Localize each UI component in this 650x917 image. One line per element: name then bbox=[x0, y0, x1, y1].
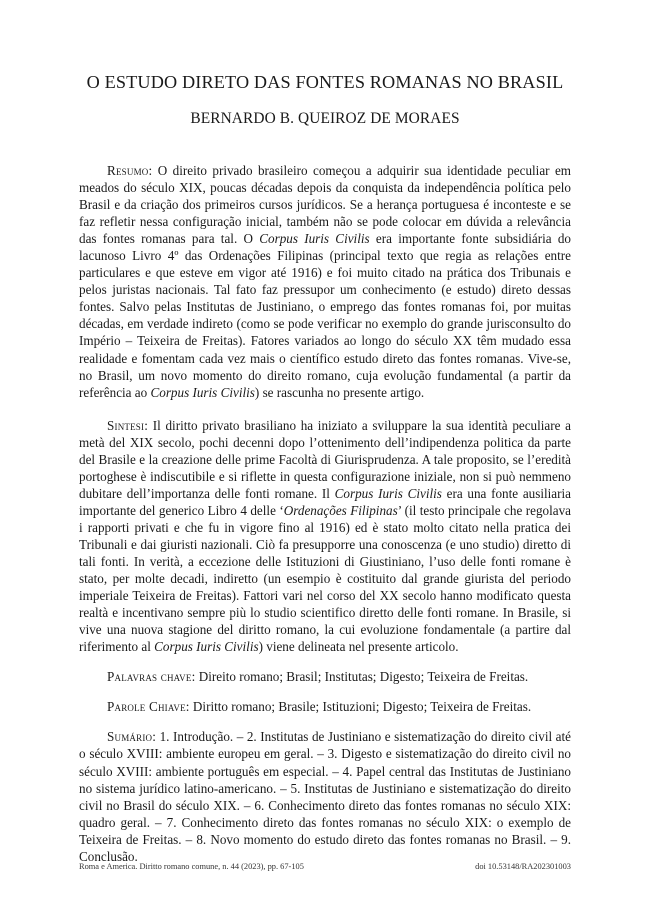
keywords-portuguese bbox=[79, 668, 571, 685]
abstract-portuguese-text-2: era importante fonte subsidiária do lacunoso Livro 4º das Ordenações Filipinas (principal texto que regia as relações entre particulares e que esteve em vigor até 1916) e foi muito citado na prática dos Tribunais e pelos juristas nacionais. Tal fato faz pressupor um conhecimento (e estudo) direto dessas fontes. Salvo pelas Institutas de Justiniano, o emprego das fontes romanas foi, por muitas décadas, em verdade indireto (como se pode verificar no exemplo do grande jurisconsulto do Império – Teixeira de Freitas). Fatores variados ao longo do século XX têm mudado essa realidade e fomentam cada vez mais o científico estudo direto das fontes romanas. Vive-se, no Brasil, um novo momento do direito romano, cuja evolução fundamental (a partir da referência ao bbox=[79, 231, 571, 400]
abstract-italian-italic-1: Corpus Iuris Civilis bbox=[334, 485, 442, 501]
spacer bbox=[79, 685, 571, 698]
keywords-portuguese-text: Direito romano; Brasil; Institutas; Digesto; Teixeira de Freitas. bbox=[195, 669, 529, 685]
abstract-portuguese-text-1: O direito privado brasileiro começou a adquirir sua identidade peculiar em meados do século XIX, poucas décadas depois da conquista da independência política pelo Brasil e da criação dos primeiros cursos jurídicos. Se a herança portuguesa é inconteste e se faz refletir nessa configuração inicial, também não se pode colocar em dúvida a relevância das fontes romanas para tal. O bbox=[79, 163, 571, 247]
keywords-italian bbox=[79, 698, 571, 715]
article-body bbox=[79, 162, 571, 865]
article-author: BERNARDO B. QUEIROZ DE MORAES bbox=[190, 110, 460, 127]
abstract-portuguese-text-3: ) se rascunha no presente artigo. bbox=[254, 384, 425, 400]
abstract-portuguese-label: Resumo: bbox=[107, 163, 153, 178]
abstract-italian-text-2: era una fonte ausiliaria importante del generico Libro 4 delle ‘ bbox=[79, 485, 571, 518]
abstract-italian-italic-2: Ordenações Filipinas bbox=[283, 502, 398, 518]
spacer bbox=[79, 655, 571, 668]
keywords-portuguese-label: Palavras chave: bbox=[107, 669, 196, 685]
abstract-portuguese-italic-2: Corpus Iuris Civilis bbox=[150, 384, 255, 400]
abstract-portuguese-italic-1: Corpus Iuris Civilis bbox=[259, 231, 370, 247]
spacer bbox=[79, 401, 571, 417]
table-of-contents-text: 1. Introdução. – 2. Institutas de Justiniano e sistematização do direito civil até o século XVIII: ambiente europeu em geral. – 3. Digesto e sistematização do direito civil no século XVIII: ambiente português em especial. – 4. Papel central das Institutas de Justiniano no sistema jurídico latino-americano. – 5. Institutas de Justiniano e sistematização do direito civil no Brasil do século XIX. – 6. Conhecimento direto das fontes romanas no século XIX: quadro geral. – 7. Conhecimento direto das fontes romanas no século XIX: o exemplo de Teixeira de Freitas. – 8. Novo momento do estudo direto das fontes romanas no Brasil. – 9. Conclusão. bbox=[79, 729, 571, 864]
article-title: O ESTUDO DIRETO DAS FONTES ROMANAS NO BRASIL bbox=[86, 72, 564, 92]
keywords-italian-text: Diritto romano; Brasile; Istituzioni; Digesto; Teixeira de Freitas. bbox=[189, 699, 532, 715]
abstract-italian-text-3: ’ (il testo principale che regolava i rapporti privati e che fu in vigore fino al 1916) ed è stato molto citato nella pratica dei Tribunali e dai giuristi nazionali. Ciò fa presupporre una conoscenza (e uno studio) diretto di tali fonti. In verità, a eccezione delle Istituzioni di Giustiniano, l’uso delle fonti romane è stato, per molte decadi, indiretto (un esempio è costituito dal grande giurista del periodo imperiale Teixeira de Freitas). Fattori vari nel corso del XX secolo hanno modificato questa realtà e incentivano sempre più lo studio scientifico diretto delle fonti romane. In Brasile, si vive una nuova stagione del diritto romano, la cui evoluzione fondamentale (a partire dal riferimento al bbox=[79, 502, 572, 655]
footer-doi: doi 10.53148/RA202301003 bbox=[475, 862, 571, 871]
abstract-italian-text-4: ) viene delineata nel presente articolo. bbox=[258, 639, 459, 655]
footer-citation: Roma e America. Diritto romano comune, n. 44 (2023), pp. 67-105 bbox=[79, 862, 304, 871]
abstract-italian-label: Sintesi: bbox=[107, 417, 149, 433]
keywords-italian-label: Parole Chiave: bbox=[107, 699, 190, 715]
spacer bbox=[79, 715, 571, 728]
table-of-contents bbox=[79, 728, 571, 864]
abstract-italian-italic-3: Corpus Iuris Civilis bbox=[154, 639, 259, 655]
table-of-contents-label: Sumário: bbox=[107, 729, 157, 745]
abstract-portuguese bbox=[79, 162, 571, 401]
abstract-italian-text-1: Il diritto privato brasiliano ha iniziato a sviluppare la sua identità peculiare a metà del XIX secolo, pochi decenni dopo l’ottenimento dell’indipendenza politica da parte del Brasile e la creazione delle prime Facoltà di Giurisprudenza. A tale proposito, se l’eredità portoghese è indiscutibile e si riflette in questa configurazione iniziale, non si può nemmeno dubitare dell’importanza delle fonti romane. Il bbox=[79, 417, 571, 501]
abstract-italian bbox=[79, 417, 571, 656]
